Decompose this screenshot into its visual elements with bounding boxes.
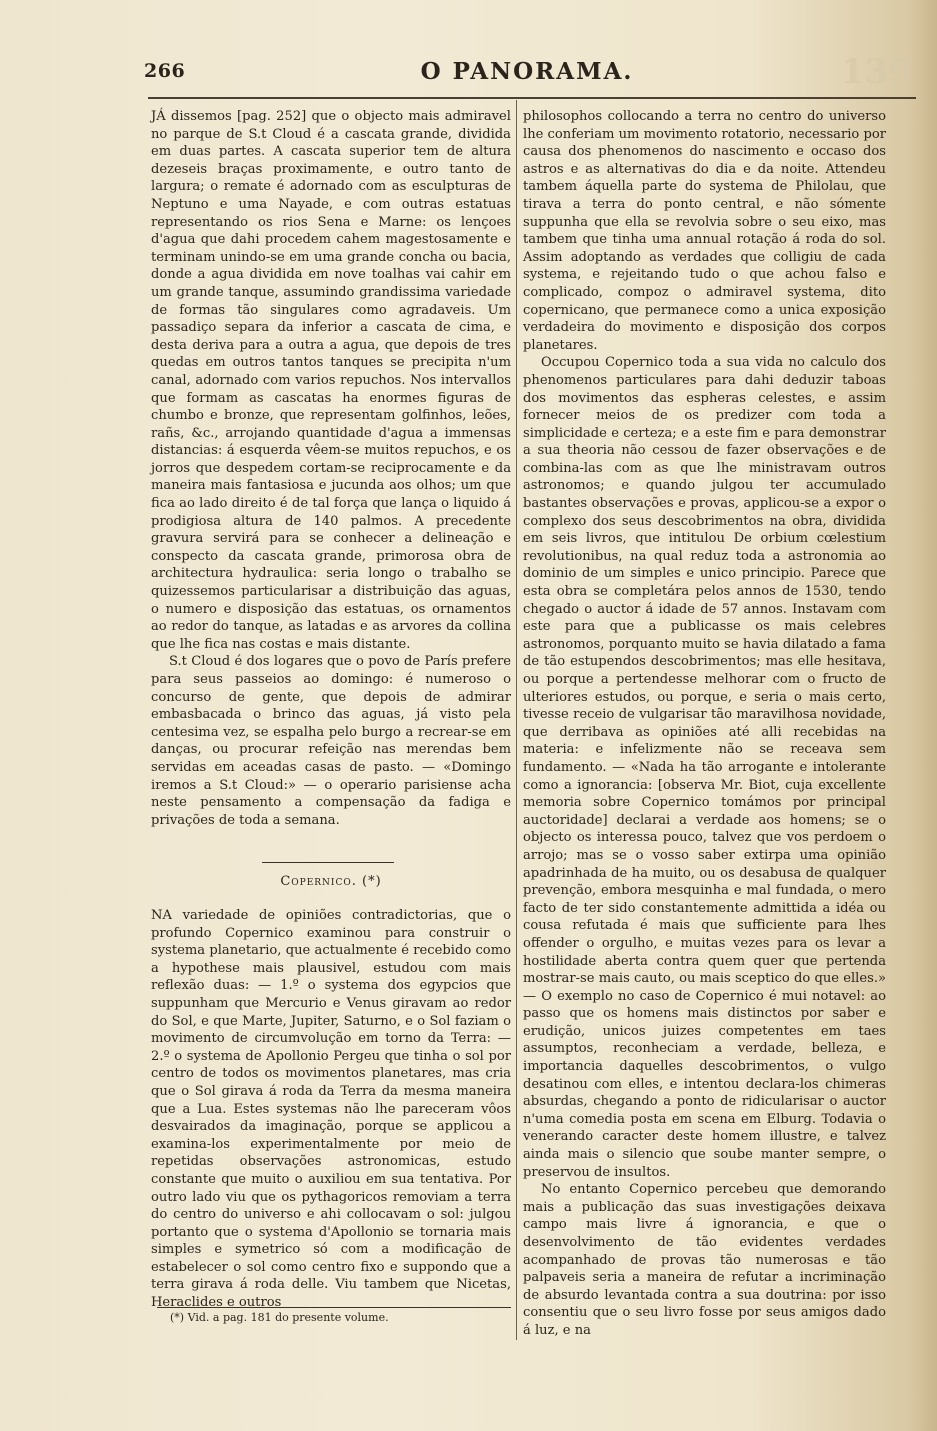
page-header bbox=[144, 52, 912, 92]
bleed-through-number: 139 bbox=[841, 52, 912, 92]
paragraph: philosophos collocando a terra no centro do universo lhe conferiam um movimento rotatorio, necessario por causa dos phenomenos do nascimento e occaso dos astros e as alternativas do dia e da noite. Attendeu tambem áquella parte do systema de Philolau, que tirava a terra do ponto central, e não sómente suppunha que ella se revolvia sobre o seu eixo, mas tambem que tinha uma annual rotação á roda do sol. Assim adoptando as verdades que colligiu de cada systema, e rejeitando tudo o que achou falso e complicado, compoz o admiravel systema, dito copernicano, que permanece como a unica exposição verdadeira do movimento e disposição dos corpos planetares. bbox=[523, 109, 886, 353]
paragraph: No entanto Copernico percebeu que demorando mais a publicação das suas investigações deixava campo mais livre á ignorancia, e que o desenvolvimento de tão evidentes verdades acompanhado de provas tão numerosas e tão palpaveis seria a maneira de refutar a incriminação de absurdo levantada contra a sua doutrina: por isso consentiu que o seu livro fosse por seus amigos dado á luz, e na bbox=[523, 1182, 886, 1338]
left-column-section bbox=[151, 907, 511, 1312]
section-rule bbox=[262, 862, 394, 863]
left-column bbox=[151, 108, 511, 829]
header-rule bbox=[148, 97, 916, 99]
footnote-rule bbox=[157, 1307, 511, 1308]
paragraph: S.t Cloud é dos logares que o povo de París prefere para seus passeios ao domingo: é numeroso o concurso de gente, que depois de admirar embasbacada o brinco das aguas, já visto pela centesima vez, se espalha pelo burgo a recrear-se em danças, ou procurar refeição nas merendas bem servidas em aceadas casas de pasto. — «Domingo iremos a S.t Cloud:» — o operario parisiense acha neste pensamento a compensação da fadiga e privações de toda a semana. bbox=[151, 654, 511, 828]
masthead-title: O PANORAMA. bbox=[420, 58, 634, 85]
paragraph: JÁ dissemos [pag. 252] que o objecto mais admiravel no parque de S.t Cloud é a cascata grande, dividida em duas partes. A cascata superior tem de altura dezeseis braças proximamente, e outro tanto de largura; o remate é adornado com as esculpturas de Neptuno e uma Nayade, e com outras estatuas representando os rios Sena e Marne: os lençoes d'agua que dahi procedem cahem magestosamente e terminam unindo-se em uma grande concha ou bacia, donde a agua dividida em nove toalhas vai cahir em um grande tanque, assumindo grandissima variedade de formas tão singulares como agradaveis. Um passadiço separa da inferior a cascata de cima, e desta deriva para a outra a agua, que depois de tres quedas em outros tantos tanques se precipita n'um canal, adornado com varios repuchos. Nos intervallos que formam as cascatas ha enormes figuras de chumbo e bronze, que representam golfinhos, leões, rañs, &c., arrojando quantidade d'agua a immensas distancias: á esquerda vêem-se muitos repuchos, e os jorros que despedem cortam-se reciprocamente e da maneira mais fantasiosa e jucunda aos olhos; um que fica ao lado direito é de tal força que lança o liquido á prodigiosa altura de 140 palmos. A precedente gravura servirá para se conhecer a delineação e conspecto da cascata grande, primorosa obra de architectura hydraulica: seria longo o trabalho se quizessemos particularisar a distribuição das aguas, o numero e disposição das estatuas, os ornamentos ao redor do tanque, as latadas e as arvores da collina que lhe fica nas costas e mais distante. bbox=[151, 109, 511, 652]
footnote: (*) Vid. a pag. 181 do presente volume. bbox=[170, 1311, 389, 1324]
paragraph: NA variedade de opiniões contradictorias, que o profundo Copernico examinou para construir o systema planetario, que actualmente é recebido como a hypothese mais plausivel, estudou com mais reflexão duas: — 1.º o systema dos egypcios que suppunham que Mercurio e Venus giravam ao redor do Sol, e que Marte, Jupiter, Saturno, e o Sol faziam o movimento de circumvolução em torno da Terra: — 2.º o systema de Apollonio Pergeu que tinha o sol por centro de todos os movimentos planetares, mas cria que o Sol girava á roda da Terra da mesma maneira que a Lua. Estes systemas não lhe pareceram vôos desvairados da imaginação, porque se applicou a examina-los experimentalmente por meio de repetidas observações astronomicas, estudo constante que muito o auxiliou em sua tentativa. Por outro lado viu que os pythagoricos removiam a terra do centro do universo e ahi collocavam o sol: julgou portanto que o systema d'Apollonio se tornaria mais simples e symetrico só com a modificação de estabelecer o sol como centro fixo e suppondo que a terra girava á roda delle. Viu tambem que Nicetas, Heraclides e outros bbox=[151, 908, 511, 1311]
column-divider bbox=[516, 100, 517, 1340]
paragraph: Occupou Copernico toda a sua vida no calculo dos phenomenos particulares para dahi deduzir taboas dos movimentos das espheras celestes, e assim fornecer meios de os predizer com toda a simplicidade e certeza; e a este fim e para demonstrar a sua theoria não cessou de fazer observações e de combina-las com as que lhe ministravam outros astronomos; e quando julgou ter accumulado bastantes observações e provas, applicou-se a expor o complexo dos seus descobrimentos na obra, dividida em seis livros, que intitulou De orbium cœlestium revolutionibus, na qual reduz toda a astronomia ao dominio de um simples e unico principio. Parece que esta obra se completára pelos annos de 1530, tendo chegado o auctor á idade de 57 annos. Instavam com este para que a publicasse os mais celebres astronomos, porquanto muito se havia dilatado a fama de tão estupendos descobrimentos; mas elle hesitava, ou porque a pertendesse melhorar com o fructo de ulteriores estudos, ou porque, e seria o mais certo, tivesse receio de vulgarisar tão maravilhosa novidade, que derribava as opiniões até alli recebidas na materia: e infelizmente não se receava sem fundamento. — «Nada ha tão arrogante e intolerante como a ignorancia: [observa Mr. Biot, cuja excellente memoria sobre Copernico tomámos por principal auctoridade] declarai a verdade aos homens; se o objecto os interessa pouco, talvez que vos perdoem o arrojo; mas se o vosso saber extirpa uma opinião apadrinhada de ha muito, ou os desabusa de qualquer prevenção, embora mesquinha e mal fundada, o mero facto de ter sido constantemente admittida a idéa ou cousa refutada é mais que sufficiente para lhes offender o orgulho, e muitas vezes para os levar a hostilidade aberta contra quem quer que pertenda mostrar-se mais cauto, ou mais sceptico do que elles.» — O exemplo no caso de Copernico é mui notavel: ao passo que os homens mais distinctos por saber e erudição, unicos juizes competentes em taes assumptos, reconheciam a verdade, belleza, e importancia daquelles descobrimentos, o vulgo desatinou com elles, e intentou declara-los chimeras absurdas, chegando a ponto de ridicularisar o auctor n'uma comedia posta em scena em Elburg. Todavia o venerando caracter deste homem illustre, e talvez ainda mais o silencio que soube manter sempre, o preservou de insultos. bbox=[523, 355, 886, 1180]
section-title: Copernico. (*) bbox=[280, 874, 382, 889]
page-number: 266 bbox=[144, 60, 186, 82]
right-column bbox=[523, 108, 886, 1340]
